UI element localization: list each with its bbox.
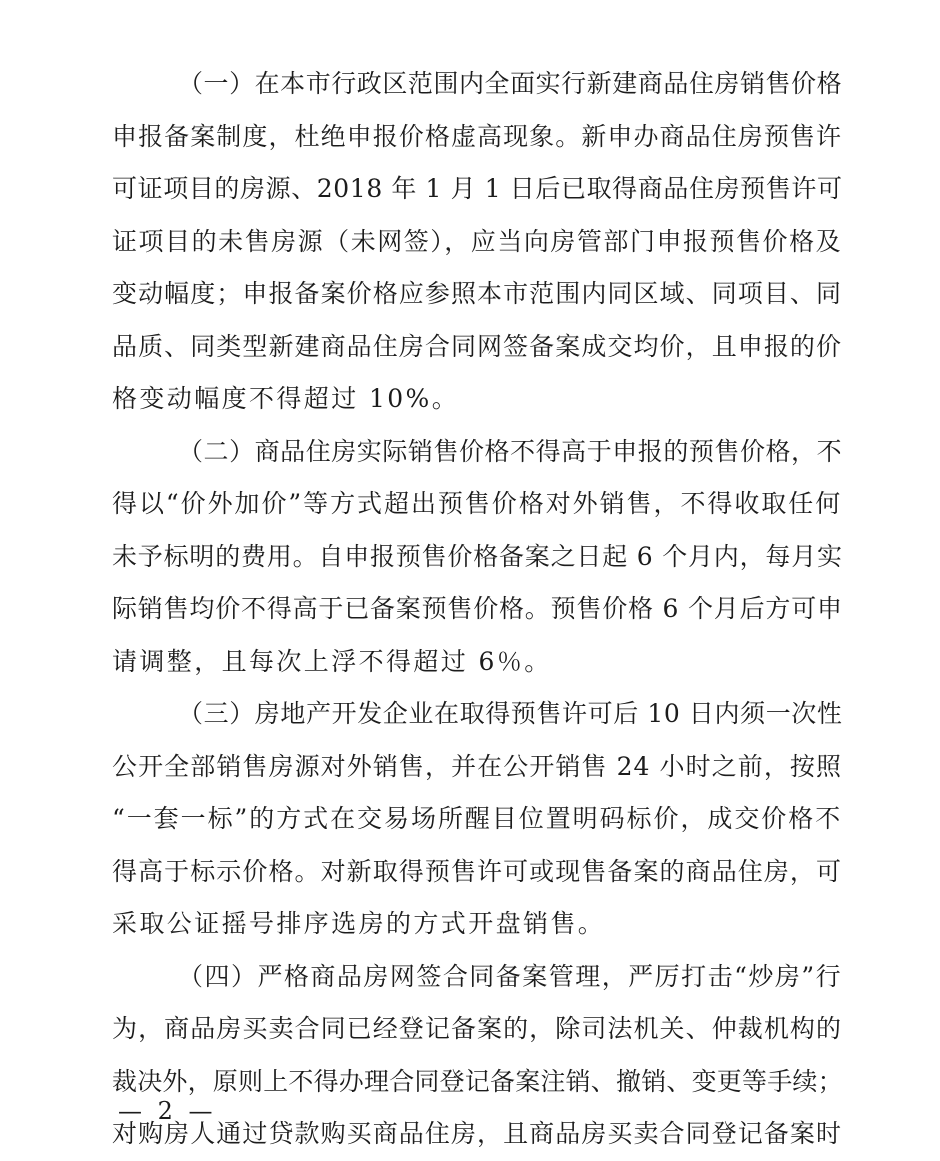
text-line: （一）在本市行政区范围内全面实行新建商品住房销售价格 — [178, 69, 842, 98]
text-line: 未予标明的费用。自申报预售价格备案之日起 6 个月内，每月实 — [112, 541, 843, 571]
text-line: 格变动幅度不得超过 10%。 — [112, 384, 460, 413]
text-line: 品质、同类型新建商品住房合同网签备案成交均价，且申报的价 — [112, 331, 842, 361]
text-line: “一套一标”的方式在交易场所醒目位置明码标价，成交价格不 — [112, 804, 842, 833]
text-line: （三）房地产开发企业在取得预售许可后 10 日内须一次性 — [178, 699, 843, 728]
text-line: 请调整，且每次上浮不得超过 6％。 — [112, 646, 552, 676]
page-number: — 2 — — [118, 1097, 217, 1125]
text-line: 裁决外，原则上不得办理合同登记备案注销、撤销、变更等手续； — [112, 1066, 843, 1096]
text-line: 得高于标示价格。对新取得预售许可或现售备案的商品住房，可 — [112, 856, 842, 886]
text-line: 可证项目的房源、2018 年 1 月 1 日后已取得商品住房预售许可 — [112, 174, 843, 203]
text-line: 对购房人通过贷款购买商品住房，且商品房买卖合同登记备案时 — [112, 1119, 842, 1148]
text-line: 际销售均价不得高于已备案预售价格。预售价格 6 个月后方可申 — [112, 594, 843, 623]
text-line: 证项目的未售房源（未网签），应当向房管部门申报预售价格及 — [112, 226, 842, 256]
text-line: 采取公证摇号排序选房的方式开盘销售。 — [112, 909, 606, 938]
paragraph-2 — [112, 426, 842, 689]
text-line: 为，商品房买卖合同已经登记备案的，除司法机关、仲裁机构的 — [112, 1014, 842, 1043]
text-line: 公开全部销售房源对外销售，并在公开销售 24 小时之前，按照 — [112, 751, 842, 781]
document-body — [112, 58, 842, 1161]
text-line: 变动幅度；申报备案价格应参照本市范围内同区域、同项目、同 — [112, 279, 842, 308]
text-line: （二）商品住房实际销售价格不得高于申报的预售价格，不 — [178, 436, 842, 466]
text-line: 申报备案制度，杜绝申报价格虚高现象。新申办商品住房预售许 — [112, 121, 842, 151]
paragraph-4 — [112, 951, 842, 1161]
paragraph-3 — [112, 688, 842, 951]
paragraph-1 — [112, 58, 842, 426]
text-line: 得以“价外加价”等方式超出预售价格对外销售，不得收取任何 — [112, 489, 842, 518]
text-line: （四）严格商品房网签合同备案管理，严厉打击“炒房”行 — [178, 961, 842, 991]
